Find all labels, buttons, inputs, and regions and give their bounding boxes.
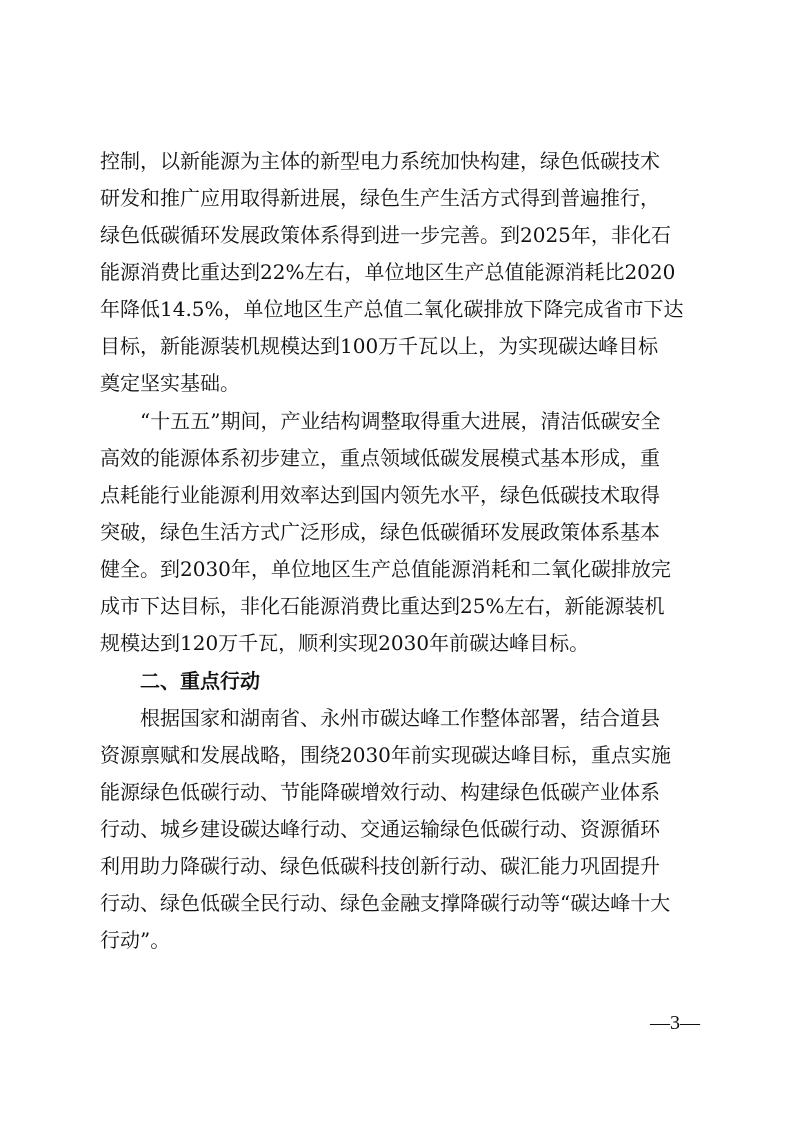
text-line: 利用助力降碳行动、绿色低碳科技创新行动、碳汇能力巩固提升 bbox=[100, 854, 660, 878]
text-line: 控制，以新能源为主体的新型电力系统加快构建，绿色低碳技术 bbox=[100, 149, 660, 173]
text-line: 高效的能源体系初步建立，重点领域低碳发展模式基本形成，重 bbox=[100, 446, 660, 470]
text-line: 行动”。 bbox=[100, 928, 171, 952]
text-line: 根据国家和湖南省、永州市碳达峰工作整体部署，结合道县 bbox=[140, 706, 660, 730]
text-line: 行动、绿色低碳全民行动、绿色金融支撑降碳行动等“碳达峰十大 bbox=[100, 891, 671, 915]
text-line: 能源消费比重达到22%左右，单位地区生产总值能源消耗比2020 bbox=[100, 260, 676, 284]
text-line: 行动、城乡建设碳达峰行动、交通运输绿色低碳行动、资源循环 bbox=[100, 817, 660, 841]
text-line: 成市下达目标，非化石能源消费比重达到25%左右，新能源装机 bbox=[100, 594, 665, 618]
text-line: 年降低14.5%，单位地区生产总值二氧化碳排放下降完成省市下达 bbox=[100, 297, 684, 321]
text-line: 目标，新能源装机规模达到100万千瓦以上，为实现碳达峰目标 bbox=[100, 334, 659, 358]
text-line: 奠定坚实基础。 bbox=[100, 371, 240, 395]
text-line: 能源绿色低碳行动、节能降碳增效行动、构建绿色低碳产业体系 bbox=[100, 780, 660, 804]
text-line: 绿色低碳循环发展政策体系得到进一步完善。到2025年，非化石 bbox=[100, 223, 671, 247]
text-line: 资源禀赋和发展战略，围绕2030年前实现碳达峰目标，重点实施 bbox=[100, 743, 671, 767]
text-line: 点耗能行业能源利用效率达到国内领先水平，绿色低碳技术取得 bbox=[100, 483, 660, 507]
text-line: “十五五”期间，产业结构调整取得重大进展，清洁低碳安全 bbox=[140, 409, 661, 433]
text-line: 规模达到120万千瓦，顺利实现2030年前碳达峰目标。 bbox=[100, 631, 590, 655]
text-line: 健全。到2030年，单位地区生产总值能源消耗和二氧化碳排放完 bbox=[100, 557, 671, 581]
text-line: 突破，绿色生活方式广泛形成，绿色低碳循环发展政策体系基本 bbox=[100, 520, 660, 544]
text-line: 研发和推广应用取得新进展，绿色生产生活方式得到普遍推行， bbox=[100, 186, 660, 210]
page-number: —3— bbox=[650, 1012, 700, 1034]
section-heading: 二、重点行动 bbox=[140, 669, 260, 693]
